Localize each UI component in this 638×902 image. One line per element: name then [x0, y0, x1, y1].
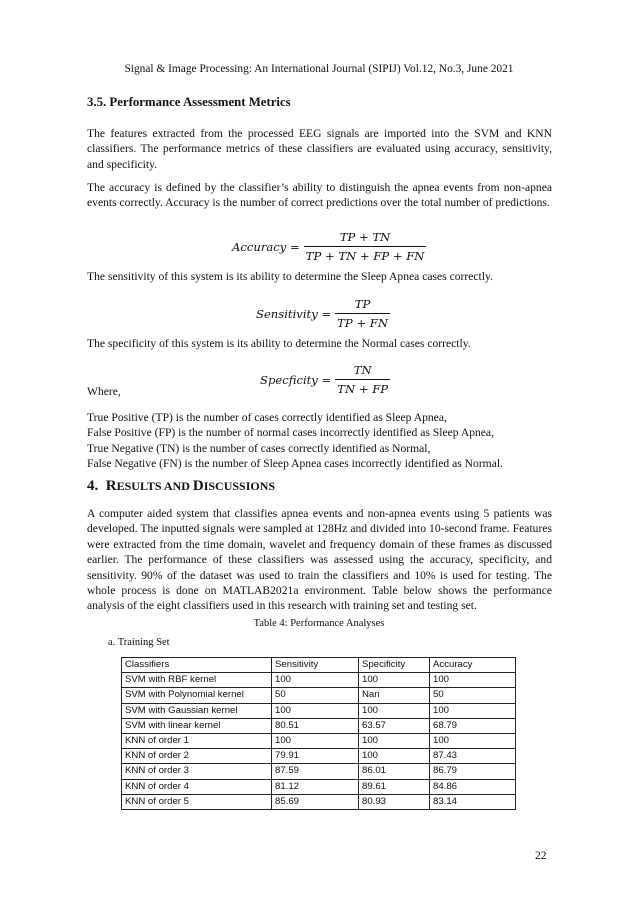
sensitivity-cell: 85.69: [272, 794, 359, 809]
paragraph-specificity: The specificity of this system is its ability to determine the Normal cases correctly.: [87, 337, 471, 350]
equation-sensitivity-lhs: Sensitivity =: [256, 306, 332, 321]
definition-tp: True Positive (TP) is the number of cases correctly identified as Sleep Apnea,: [87, 411, 447, 424]
definition-fp: False Positive (FP) is the number of normal cases incorrectly identified as Sleep Apnea,: [87, 426, 494, 440]
sensitivity-cell: 87.59: [272, 764, 359, 779]
section-title-r: R: [105, 478, 117, 494]
sensitivity-cell: 100: [272, 734, 359, 749]
table-row: [122, 673, 516, 688]
paragraph-results: A computer aided system that classifies apnea events and non-apnea events using 5 patients was developed. The inputted signals were sampled at 128Hz and divided into 10-second frame. Features were extracted from the time domain, wavelet and frequency domain of these frames as discussed earlier. The performance of these classifiers was assessed using the accuracy, specificity, and sensitivity. 90% of the dataset was used to train the classifiers and 10% is used for testing. The whole process is done on MATLAB2021a environment. Table below shows the performance analysis of the eight classifiers used in this research with training set and testing set.: [87, 507, 552, 613]
table-row: [122, 718, 516, 733]
classifier-cell: KNN of order 2: [122, 749, 272, 764]
specificity-cell: 100: [359, 734, 430, 749]
classifier-cell: KNN of order 3: [122, 764, 272, 779]
equation-specificity-numerator: TN: [353, 363, 372, 377]
definitions-list: [87, 410, 567, 472]
equation-sensitivity: [256, 297, 390, 330]
section-title-iscussions: ISCUSSIONS: [203, 479, 276, 493]
section-heading-3-5: 3.5. Performance Assessment Metrics: [87, 95, 291, 109]
table-row: [122, 764, 516, 779]
equation-sensitivity-numerator: TP: [354, 297, 371, 311]
header-accuracy: Accuracy: [430, 658, 516, 673]
classifier-cell: KNN of order 5: [122, 794, 272, 809]
sensitivity-cell: 100: [272, 673, 359, 688]
accuracy-cell: 87.43: [430, 749, 516, 764]
accuracy-cell: 83.14: [430, 794, 516, 809]
classifier-cell: KNN of order 1: [122, 734, 272, 749]
section-number: 4.: [87, 478, 99, 494]
accuracy-cell: 68.79: [430, 718, 516, 733]
specificity-cell: 86.01: [359, 764, 430, 779]
table-header-row: [122, 658, 516, 673]
header-sensitivity: Sensitivity: [272, 658, 359, 673]
table-row: [122, 688, 516, 703]
paragraph-sensitivity: The sensitivity of this system is its ability to determine the Sleep Apnea cases correctly.: [87, 270, 493, 283]
table-caption: Table 4: Performance Analyses: [253, 618, 385, 629]
specificity-cell: 100: [359, 703, 430, 718]
section-title-d: D: [192, 478, 204, 494]
accuracy-cell: 84.86: [430, 779, 516, 794]
specificity-cell: 63.57: [359, 718, 430, 733]
journal-header: Signal & Image Processing: An International Journal (SIPIJ) Vol.12, No.3, June 2021: [124, 63, 514, 75]
definition-fn: False Negative (FN) is the number of Sleep Apnea cases incorrectly identified as Normal.: [87, 457, 503, 471]
sensitivity-cell: 81.12: [272, 779, 359, 794]
table-row: [122, 749, 516, 764]
specificity-cell: 100: [359, 673, 430, 688]
equation-specificity-denominator: TN + FP: [335, 379, 390, 396]
paragraph-features: The features extracted from the processed EEG signals are imported into the SVM and KNN classifiers. The performance metrics of these classifiers are evaluated using accuracy, sensitivity, and specificity.: [87, 127, 552, 171]
sensitivity-cell: 100: [272, 703, 359, 718]
header-classifiers: Classifiers: [122, 658, 272, 673]
specificity-cell: 89.61: [359, 779, 430, 794]
accuracy-cell: 50: [430, 688, 516, 703]
classifier-cell: SVM with RBF kernel: [122, 673, 272, 688]
header-specificity: Specificity: [359, 658, 430, 673]
definition-tn: True Negative (TN) is the number of cases correctly identified as Normal,: [87, 441, 431, 455]
sensitivity-cell: 80.51: [272, 718, 359, 733]
table-row: [122, 703, 516, 718]
accuracy-cell: 100: [430, 734, 516, 749]
where-label: Where,: [87, 385, 121, 398]
section-heading-4: [87, 478, 275, 495]
equation-accuracy-fraction: [304, 230, 427, 263]
equation-specificity-lhs: Specficity =: [260, 372, 332, 387]
specificity-cell: 100: [359, 749, 430, 764]
classifier-cell: KNN of order 4: [122, 779, 272, 794]
sensitivity-cell: 79.91: [272, 749, 359, 764]
equation-accuracy: [232, 230, 426, 263]
performance-table: [121, 657, 516, 810]
table-row: [122, 779, 516, 794]
accuracy-cell: 100: [430, 703, 516, 718]
equation-accuracy-lhs: Accuracy =: [232, 239, 300, 254]
accuracy-cell: 100: [430, 673, 516, 688]
paragraph-accuracy: The accuracy is defined by the classifier’s ability to distinguish the apnea events from non-apnea events correctly. Accuracy is the number of correct predictions over the total number of predictions.: [87, 181, 552, 210]
classifier-cell: SVM with linear kernel: [122, 718, 272, 733]
table-row: [122, 734, 516, 749]
section-title-esults: ESULTS AND: [116, 479, 193, 493]
equation-sensitivity-fraction: [335, 297, 390, 330]
table-row: [122, 794, 516, 809]
page-number: 22: [535, 849, 547, 862]
classifier-cell: SVM with Polynomial kernel: [122, 688, 272, 703]
accuracy-cell: 86.79: [430, 764, 516, 779]
equation-accuracy-denominator: TP + TN + FP + FN: [304, 246, 427, 263]
classifier-cell: SVM with Gaussian kernel: [122, 703, 272, 718]
table-subheading: a. Training Set: [108, 637, 170, 648]
sensitivity-cell: 50: [272, 688, 359, 703]
specificity-cell: 80.93: [359, 794, 430, 809]
equation-accuracy-numerator: TP + TN: [339, 230, 391, 244]
equation-sensitivity-denominator: TP + FN: [335, 313, 390, 330]
specificity-cell: Nan: [359, 688, 430, 703]
